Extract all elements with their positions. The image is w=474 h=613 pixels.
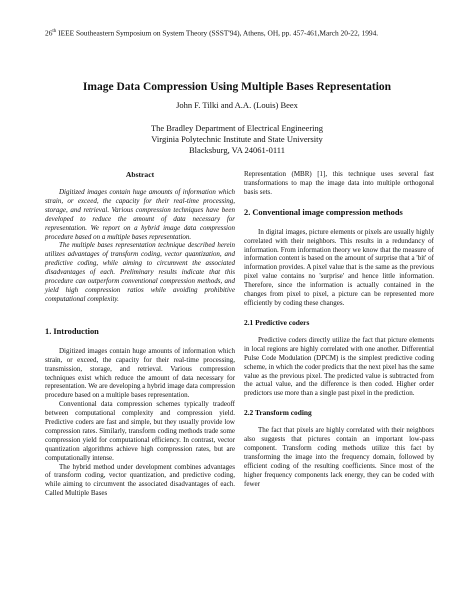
body-paragraph: Conventional data compression schemes typically tradeoff between computational complexity and compression yield. Predictive coders are fast and simple, but they usually provide low compression rates. Similarly, transform coding methods trade some compression yield for computational efficiency. In contrast, vector quantization algorithms achieve high compression rates, but are computationally intense. — [45, 400, 235, 462]
conference-header — [45, 27, 378, 37]
right-column — [244, 170, 434, 489]
subsection-heading-transform-coding: 2.2 Transform coding — [244, 408, 312, 418]
abstract-heading: Abstract — [125, 170, 155, 179]
body-paragraph: Digitized images contain huge amounts of information which strain, or exceed, the capacity for their real-time processing, transmission, storage, and retrieval. Various compression techniques exist which reduce the amount of data necessary for representation. We are developing a hybrid image data compression procedure based on a multiple bases representation. — [45, 346, 235, 400]
header-ordinal: 26 — [45, 28, 53, 38]
body-paragraph: In digital images, picture elements or pixels are usually highly correlated with their neighbors. This results in a redundancy of information. From information theory we know that the measure of information content is based on the amount of surprise that a 'bit' of information provides. A pixel value that is the same as the previous pixel value contains no 'surprise' and hence little information. Therefore, since the information is actually contained in the changes from pixel to pixel, a picture can be represented more efficiently by coding these changes. — [244, 227, 434, 307]
header-text: IEEE Southeastern Symposium on System Theory (SSST'94), Athens, OH, pp. 457-461,March 20-22, 1994. — [56, 28, 379, 38]
left-column — [45, 170, 235, 498]
body-paragraph: Predictive coders directly utilize the fact that picture elements in local regions are highly correlated with one another. Differential Pulse Code Modulation (DPCM) is the simplest predictive coding scheme, in which the coder predicts that the next pixel has the same value as the previous pixel. The predicted value is subtracted from the actual value, and the difference is then coded. Higher order predictors use more than a single past pixel in the prediction. — [244, 335, 434, 398]
affiliation-line: The Bradley Department of Electrical Engineering — [150, 123, 324, 133]
subsection-heading-predictive-coders: 2.1 Predictive coders — [244, 317, 310, 327]
abstract-body — [45, 188, 235, 304]
affiliation-line: Blacksburg, VA 24061-0111 — [189, 145, 285, 155]
paper-title: Image Data Compression Using Multiple Bases Representation — [82, 81, 392, 93]
body-paragraph: The fact that pixels are highly correlated with their neighbors also suggests that pictures contain an important low-pass component. Transform coding methods utilize this fact by transforming the image into the frequency domain, followed by efficient coding of the resulting coefficients. Since most of the higher frequency components lack energy, they can be coded with fewer — [244, 426, 434, 488]
paper-authors: John F. Tilki and A.A. (Louis) Beex — [176, 100, 298, 110]
body-paragraph: The hybrid method under development combines advantages of transform coding, vector quantization, and predictive coding, while aiming to circumvent the associated disadvantages of each. Called Multiple Bases — [45, 462, 235, 498]
section-heading-introduction: 1. Introduction — [45, 326, 99, 336]
section-heading-conventional-methods: 2. Conventional image compression methods — [244, 207, 403, 217]
abstract-paragraph: Digitized images contain huge amounts of information which strain, or exceed, the capacity for their real-time processing, storage, and retrieval. Various compression techniques have been developed to reduce the amount of data necessary for representation. We report on a hybrid image data compression procedure based on a multiple bases representation. — [45, 188, 235, 241]
abstract-paragraph: The multiple bases representation technique described herein utilizes advantages of transform coding, vector quantization, and predictive coding, while aiming to circumvent the associated disadvantages of each. Preliminary results indicate that this procedure can outperform conventional compression methods, and yield high compression ratios while avoiding prohibitive computational complexity. — [45, 241, 235, 303]
header-ordinal-suffix: th — [52, 29, 57, 34]
affiliation-line: Virginia Polytechnic Institute and State University — [151, 134, 323, 144]
body-paragraph-continued: Representation (MBR) [1], this technique uses several fast transformations to map the image data into multiple orthogonal basis sets. — [244, 170, 434, 196]
author-affiliation — [0, 123, 474, 156]
